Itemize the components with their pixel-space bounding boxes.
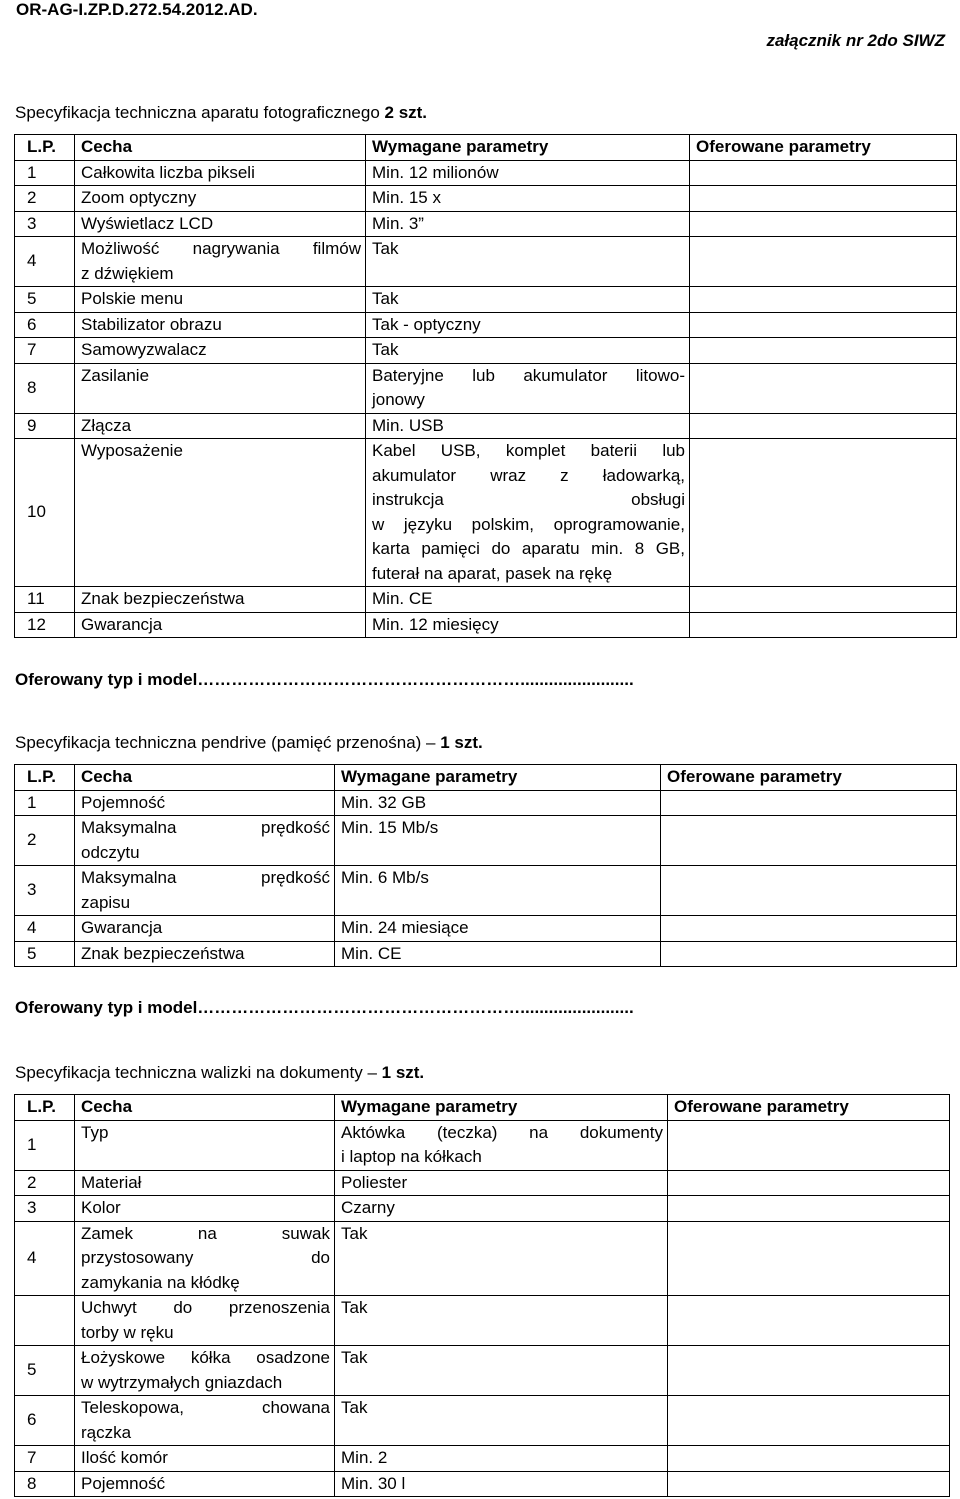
required-cell: Min. 3” (366, 211, 690, 237)
row-number: 1 (15, 1120, 75, 1170)
offered-cell[interactable] (690, 439, 957, 587)
row-number: 1 (15, 790, 75, 816)
offered-cell[interactable] (690, 211, 957, 237)
offered-cell[interactable] (668, 1471, 950, 1497)
table-row (15, 363, 957, 413)
table-row (15, 1446, 950, 1472)
required-cell: Tak - optyczny (366, 312, 690, 338)
table-row (15, 211, 957, 237)
col-header-lp: L.P. (15, 765, 75, 791)
feature-cell: Kolor (75, 1196, 335, 1222)
offered-cell[interactable] (690, 186, 957, 212)
required-cell: Tak (366, 338, 690, 364)
offered-cell[interactable] (668, 1221, 950, 1296)
feature-cell-line: Teleskopowa, chowana (81, 1398, 330, 1417)
offered-cell[interactable] (661, 941, 957, 967)
required-cell: Min. 30 l (335, 1471, 668, 1497)
row-number: 7 (15, 1446, 75, 1472)
table-header-row (15, 1095, 950, 1121)
section-title-pendrive: Specyfikacja techniczna pendrive (pamięć przenośna) – 1 szt. (15, 733, 483, 752)
row-number: 6 (15, 1396, 75, 1446)
offered-cell[interactable] (668, 1120, 950, 1170)
feature-cell: Gwarancja (75, 916, 335, 942)
offered-cell[interactable] (690, 413, 957, 439)
required-cell: Min. 2 (335, 1446, 668, 1472)
table-row (15, 413, 957, 439)
offered-cell[interactable] (690, 312, 957, 338)
row-number: 5 (15, 941, 75, 967)
offered-cell[interactable] (690, 612, 957, 638)
offered-cell[interactable] (668, 1346, 950, 1396)
row-number (15, 1296, 75, 1346)
required-cell: Min. CE (366, 587, 690, 613)
table-row (15, 1170, 950, 1196)
feature-cell-line: Maksymalna prędkość (81, 868, 330, 887)
required-cell (335, 1120, 668, 1170)
required-cell: Tak (335, 1396, 668, 1446)
table-row (15, 612, 957, 638)
feature-cell (75, 237, 366, 287)
table-row (15, 439, 957, 587)
table-row (15, 186, 957, 212)
camera-spec-table (14, 134, 957, 638)
table-row (15, 160, 957, 186)
offered-model-camera[interactable]: Oferowany typ i model…………………………………………………........................ (15, 670, 634, 689)
required-cell-line: Bateryjne lub akumulator litowo- (372, 365, 685, 385)
required-cell: Min. 12 milionów (366, 160, 690, 186)
required-cell: Poliester (335, 1170, 668, 1196)
feature-cell-line: Łożyskowe kółka osadzone (81, 1348, 330, 1367)
required-cell: Min. 15 Mb/s (335, 816, 661, 866)
feature-cell: Zoom optyczny (75, 186, 366, 212)
row-number: 4 (15, 237, 75, 287)
feature-cell: Samowyzwalacz (75, 338, 366, 364)
table-row (15, 1196, 950, 1222)
required-cell: Min. CE (335, 941, 661, 967)
offered-cell[interactable] (690, 160, 957, 186)
required-cell-line: karta pamięci do aparatu min. 8 GB, (372, 539, 685, 558)
feature-cell-line: Uchwyt do przenoszenia (81, 1298, 330, 1317)
row-number: 2 (15, 816, 75, 866)
feature-cell: Polskie menu (75, 287, 366, 313)
offered-cell[interactable] (661, 866, 957, 916)
offered-cell[interactable] (668, 1170, 950, 1196)
row-number: 7 (15, 338, 75, 364)
required-cell: Tak (366, 287, 690, 313)
row-number: 3 (15, 211, 75, 237)
required-cell-line: instrukcja obsługi (372, 490, 685, 509)
table-row (15, 790, 957, 816)
table-row (15, 1471, 950, 1497)
offered-cell[interactable] (668, 1296, 950, 1346)
feature-cell-line: z dźwiękiem (81, 263, 174, 283)
row-number: 6 (15, 312, 75, 338)
row-number: 3 (15, 1196, 75, 1222)
required-cell: Tak (335, 1296, 668, 1346)
feature-cell: Wyświetlacz LCD (75, 211, 366, 237)
feature-cell (75, 1221, 335, 1296)
required-cell: Min. 12 miesięcy (366, 612, 690, 638)
required-cell (366, 439, 690, 587)
feature-cell (75, 866, 335, 916)
col-header-offered: Oferowane parametry (661, 765, 957, 791)
feature-cell-line: odczytu (81, 842, 140, 862)
row-number: 4 (15, 1221, 75, 1296)
feature-cell-line: Możliwość nagrywania filmów (81, 239, 361, 258)
table-header-row (15, 135, 957, 161)
feature-cell: Pojemność (75, 790, 335, 816)
table-row (15, 237, 957, 287)
feature-cell: Ilość komór (75, 1446, 335, 1472)
required-cell: Min. 32 GB (335, 790, 661, 816)
feature-cell-line: Maksymalna prędkość (81, 818, 330, 837)
table-row (15, 1221, 950, 1296)
feature-cell: Znak bezpieczeństwa (75, 941, 335, 967)
col-header-feature: Cecha (75, 135, 366, 161)
offered-cell[interactable] (661, 816, 957, 866)
offered-cell[interactable] (690, 237, 957, 287)
row-number: 12 (15, 612, 75, 638)
table-row (15, 941, 957, 967)
row-number: 11 (15, 587, 75, 613)
feature-cell-line: torby w ręku (81, 1322, 174, 1342)
row-number: 5 (15, 1346, 75, 1396)
required-cell-line: jonowy (372, 390, 425, 409)
offered-cell[interactable] (690, 363, 957, 413)
table-row (15, 1346, 950, 1396)
table-header-row (15, 765, 957, 791)
pendrive-spec-table (14, 764, 957, 967)
table-row (15, 816, 957, 866)
feature-cell (75, 816, 335, 866)
feature-cell: Typ (75, 1120, 335, 1170)
feature-cell: Złącza (75, 413, 366, 439)
table-row (15, 312, 957, 338)
feature-cell-line: przystosowany do (81, 1248, 330, 1267)
row-number: 8 (15, 363, 75, 413)
required-cell-line: Aktówka (teczka) na dokumenty (341, 1122, 663, 1142)
offered-cell[interactable] (661, 916, 957, 942)
required-cell (366, 363, 690, 413)
document-reference: OR-AG-I.ZP.D.272.54.2012.AD. (16, 0, 258, 19)
col-header-feature: Cecha (75, 765, 335, 791)
required-cell: Min. 24 miesiące (335, 916, 661, 942)
feature-cell-line: Zamek na suwak (81, 1223, 330, 1243)
required-cell: Min. 15 x (366, 186, 690, 212)
table-row (15, 287, 957, 313)
col-header-required: Wymagane parametry (335, 765, 661, 791)
table-row (15, 1396, 950, 1446)
feature-cell: Stabilizator obrazu (75, 312, 366, 338)
required-cell: Min. 6 Mb/s (335, 866, 661, 916)
feature-cell: Pojemność (75, 1471, 335, 1497)
offered-cell[interactable] (661, 790, 957, 816)
col-header-required: Wymagane parametry (366, 135, 690, 161)
col-header-lp: L.P. (15, 135, 75, 161)
offered-model-pendrive[interactable]: Oferowany typ i model…………………………………………………........................ (15, 998, 634, 1017)
col-header-offered: Oferowane parametry (690, 135, 957, 161)
row-number: 5 (15, 287, 75, 313)
col-header-offered: Oferowane parametry (668, 1095, 950, 1121)
feature-cell: Wyposażenie (75, 439, 366, 587)
feature-cell (75, 1296, 335, 1346)
feature-cell-line: zamykania na kłódkę (81, 1272, 240, 1292)
required-cell: Tak (366, 237, 690, 287)
offered-cell[interactable] (690, 287, 957, 313)
col-header-required: Wymagane parametry (335, 1095, 668, 1121)
table-row (15, 1120, 950, 1170)
required-cell-line: futerał na aparat, pasek na rękę (372, 563, 613, 583)
section-title-camera: Specyfikacja techniczna aparatu fotograficznego 2 szt. (15, 103, 428, 122)
required-cell-line: w języku polskim, oprogramowanie, (372, 514, 685, 534)
feature-cell-line: w wytrzymałych gniazdach (81, 1372, 283, 1392)
table-row (15, 338, 957, 364)
feature-cell-line: rączka (81, 1422, 132, 1442)
col-header-feature: Cecha (75, 1095, 335, 1121)
offered-cell[interactable] (690, 338, 957, 364)
feature-cell: Materiał (75, 1170, 335, 1196)
section-title-briefcase: Specyfikacja techniczna walizki na dokumenty – 1 szt. (15, 1063, 425, 1082)
feature-cell-line: zapisu (81, 892, 131, 912)
required-cell: Czarny (335, 1196, 668, 1222)
table-row (15, 1296, 950, 1346)
row-number: 10 (15, 439, 75, 587)
feature-cell (75, 1396, 335, 1446)
feature-cell: Gwarancja (75, 612, 366, 638)
attachment-label: załącznik nr 2do SIWZ (766, 31, 945, 50)
feature-cell: Całkowita liczba pikseli (75, 160, 366, 186)
row-number: 1 (15, 160, 75, 186)
feature-cell: Zasilanie (75, 363, 366, 413)
offered-cell[interactable] (668, 1446, 950, 1472)
col-header-lp: L.P. (15, 1095, 75, 1121)
required-cell: Tak (335, 1221, 668, 1296)
offered-cell[interactable] (668, 1196, 950, 1222)
required-cell: Tak (335, 1346, 668, 1396)
row-number: 2 (15, 186, 75, 212)
row-number: 9 (15, 413, 75, 439)
row-number: 2 (15, 1170, 75, 1196)
required-cell-line: Kabel USB, komplet baterii lub (372, 441, 685, 460)
feature-cell: Znak bezpieczeństwa (75, 587, 366, 613)
required-cell-line: i laptop na kółkach (341, 1147, 482, 1166)
table-row (15, 587, 957, 613)
row-number: 4 (15, 916, 75, 942)
required-cell-line: akumulator wraz z ładowarką, (372, 465, 685, 485)
briefcase-spec-table (14, 1094, 950, 1497)
offered-cell[interactable] (668, 1396, 950, 1446)
offered-cell[interactable] (690, 587, 957, 613)
feature-cell (75, 1346, 335, 1396)
required-cell: Min. USB (366, 413, 690, 439)
table-row (15, 916, 957, 942)
row-number: 8 (15, 1471, 75, 1497)
row-number: 3 (15, 866, 75, 916)
table-row (15, 866, 957, 916)
